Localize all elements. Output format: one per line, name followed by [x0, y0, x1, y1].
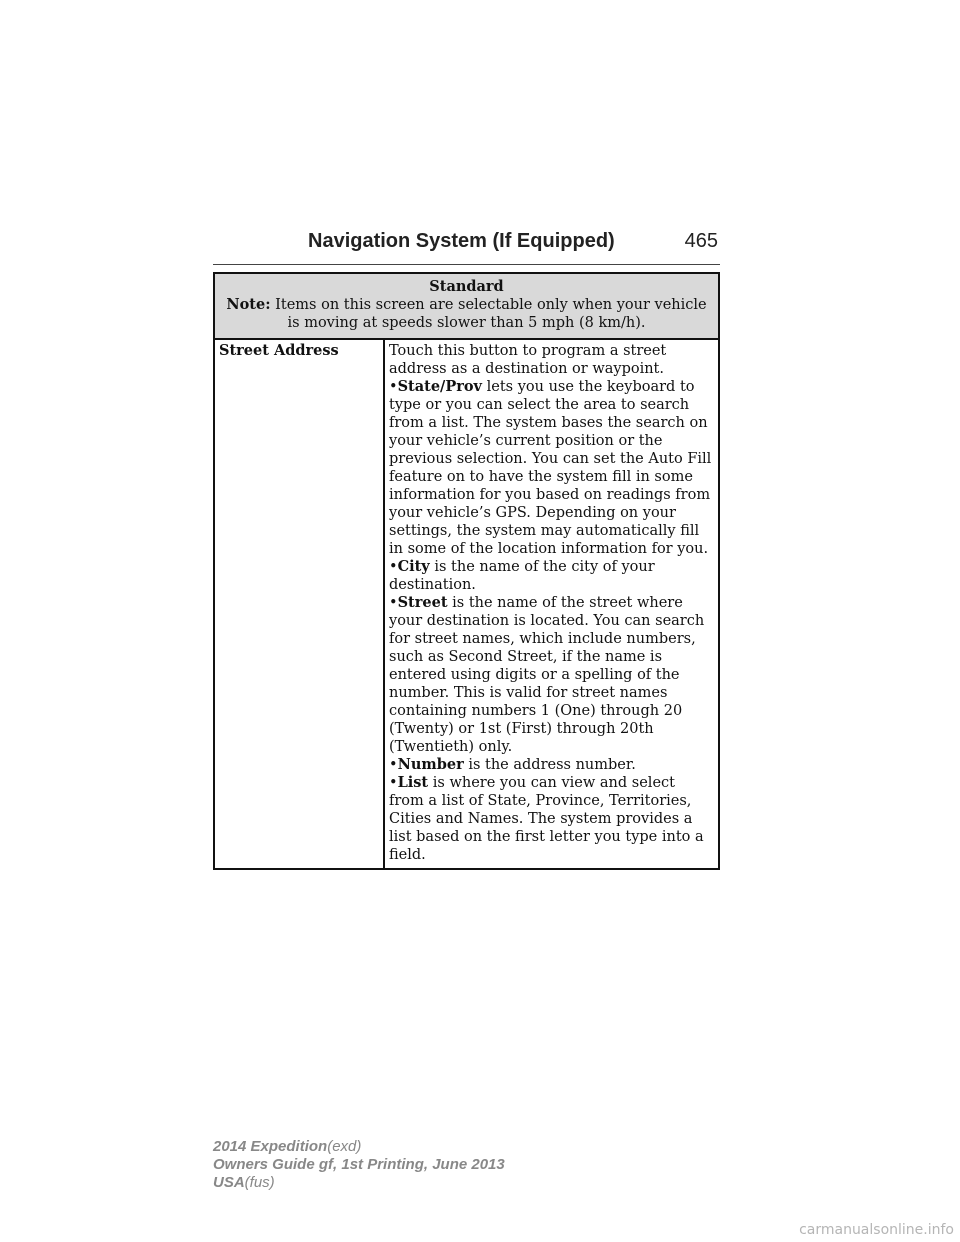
desc-state-prov: lets you use the keyboard to type or you can select the area to search from a list. The system bases the search on your vehicle’s current position or the previous selection. You can set the Auto Fill feature on to have the system fill in some information for you based on readings from your vehicle’s GPS. Depending on your settings, the system may automatically fill in some of the location information for you.: [389, 379, 712, 557]
desc-number: is the address number.: [463, 757, 636, 773]
list-item-state-prov: •State/Prov lets you use the keyboard to type or you can select the area to search from a list. The system bases the search on your vehicle’s current position or the previous selection. You can set the Auto Fill feature on to have the system fill in some information for you based on readings from your vehicle’s GPS. Depending on your settings, the system may automatically fill in some of the location information for you.: [389, 378, 712, 557]
list-item-city: •City is the name of the city of your destination.: [389, 558, 655, 593]
table-header-row: [214, 273, 719, 339]
row-intro: Touch this button to program a street address as a destination or waypoint.: [389, 343, 667, 377]
page-number: 465: [684, 230, 718, 252]
list-item-street: •Street is the name of the street where your destination is located. You can search for street names, which include numbers, such as Second Street, if the name is entered using digits or a spelling of the number. This is valid for street names containing numbers 1 (One) through 20 (Twenty) or 1st (First) through 20th (Twentieth) only.: [389, 594, 705, 755]
row-label-street-address: Street Address: [214, 339, 384, 869]
page-header: [213, 228, 720, 265]
footer-line-1: [213, 1138, 505, 1156]
footer-model-code: (exd): [327, 1138, 362, 1155]
desc-list: is where you can view and select from a list of State, Province, Territories, Cities and Names. The system provides a list based on the first letter you type into a field.: [389, 775, 704, 863]
list-item-number: •Number is the address number.: [389, 756, 636, 773]
section-title: Navigation System (If Equipped): [308, 230, 615, 252]
footer-line-3: [213, 1174, 505, 1192]
note-text: Items on this screen are selectable only when your vehicle is moving at speeds slower than 5 mph (8 km/h).: [275, 297, 707, 331]
term-city: City: [397, 558, 430, 575]
table-row: [214, 339, 719, 869]
page-footer: [213, 1138, 505, 1192]
note-label: Note:: [226, 296, 271, 313]
term-number: Number: [397, 756, 464, 773]
table-header-cell: [214, 273, 719, 339]
list-item-list: •List is where you can view and select from a list of State, Province, Territories, Cities and Names. The system provides a list based on the first letter you type into a field.: [389, 774, 704, 863]
footer-model: 2014 Expedition: [213, 1138, 328, 1155]
footer-region: USA: [213, 1174, 245, 1191]
watermark: carmanualsonline.info: [799, 1222, 954, 1238]
footer-region-code: (fus): [244, 1174, 275, 1191]
term-state-prov: State/Prov: [397, 378, 482, 395]
row-description: [384, 339, 719, 869]
navigation-table: [213, 272, 720, 870]
table-heading: Standard: [429, 278, 504, 295]
desc-street: is the name of the street where your destination is located. You can search for street names, which include numbers, such as Second Street, if the name is entered using digits or a spelling of the number. This is valid for street names containing numbers 1 (One) through 20 (Twenty) or 1st (First) through 20th (Twentieth) only.: [389, 595, 705, 755]
desc-city: is the name of the city of your destination.: [389, 559, 655, 593]
term-list: List: [397, 774, 429, 791]
footer-line-2: Owners Guide gf, 1st Printing, June 2013: [213, 1156, 505, 1173]
term-street: Street: [397, 594, 448, 611]
